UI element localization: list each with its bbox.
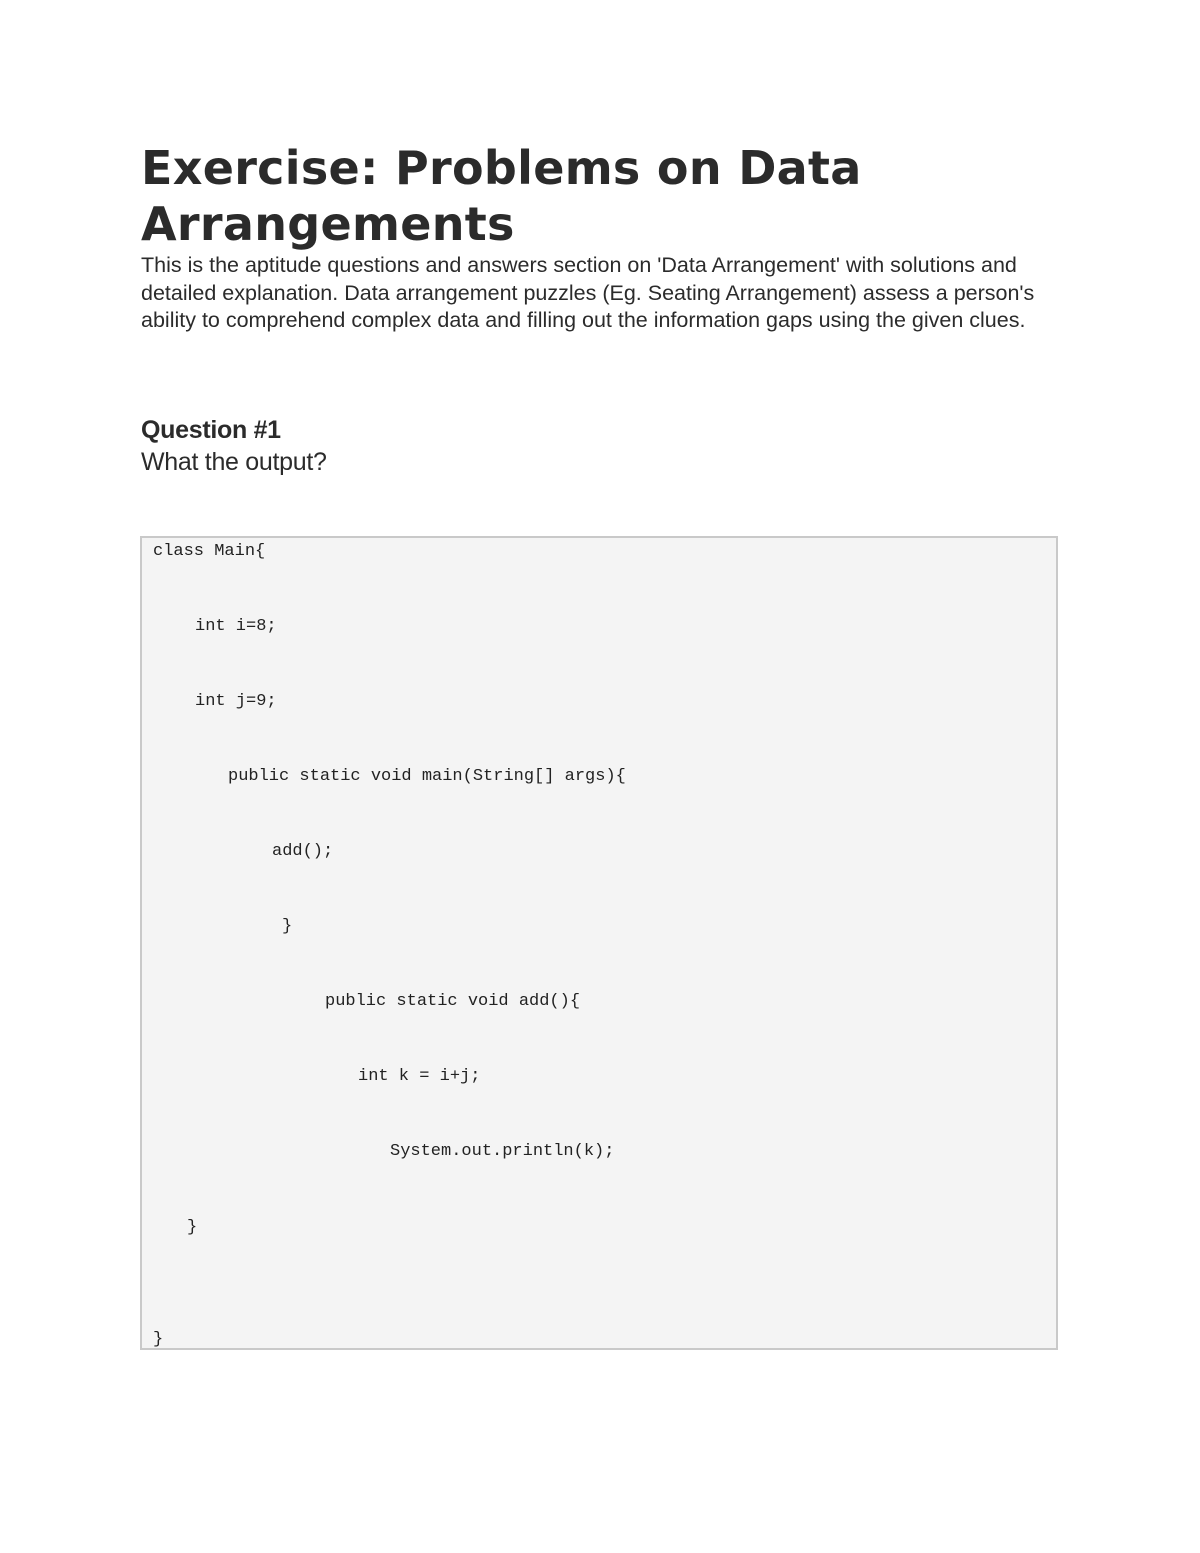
- document-header: [141, 140, 1061, 335]
- code-line: }: [187, 1218, 198, 1237]
- code-block: [140, 536, 1058, 1350]
- code-line: add();: [272, 842, 334, 861]
- code-line: int j=9;: [195, 692, 277, 711]
- code-line: System.out.println(k);: [390, 1142, 615, 1161]
- code-line: class Main{: [153, 542, 266, 561]
- code-line: public static void add(){: [325, 992, 581, 1011]
- page-title: Exercise: Problems on Data Arrangements: [141, 141, 862, 251]
- code-line: public static void main(String[] args){: [228, 767, 626, 786]
- intro-paragraph: This is the aptitude questions and answers section on 'Data Arrangement' with solutions and detailed explanation. Data arrangement puzzles (Eg. Seating Arrangement) assess a person's ability to comprehend complex data and filling out the information gaps using the given clues.: [141, 253, 1035, 332]
- code-line: }: [153, 1330, 164, 1349]
- question-heading: Question #1: [141, 416, 281, 444]
- code-line: }: [282, 917, 293, 936]
- question-text: What the output?: [141, 448, 327, 476]
- code-line: int i=8;: [195, 617, 277, 636]
- code-line: int k = i+j;: [358, 1067, 481, 1086]
